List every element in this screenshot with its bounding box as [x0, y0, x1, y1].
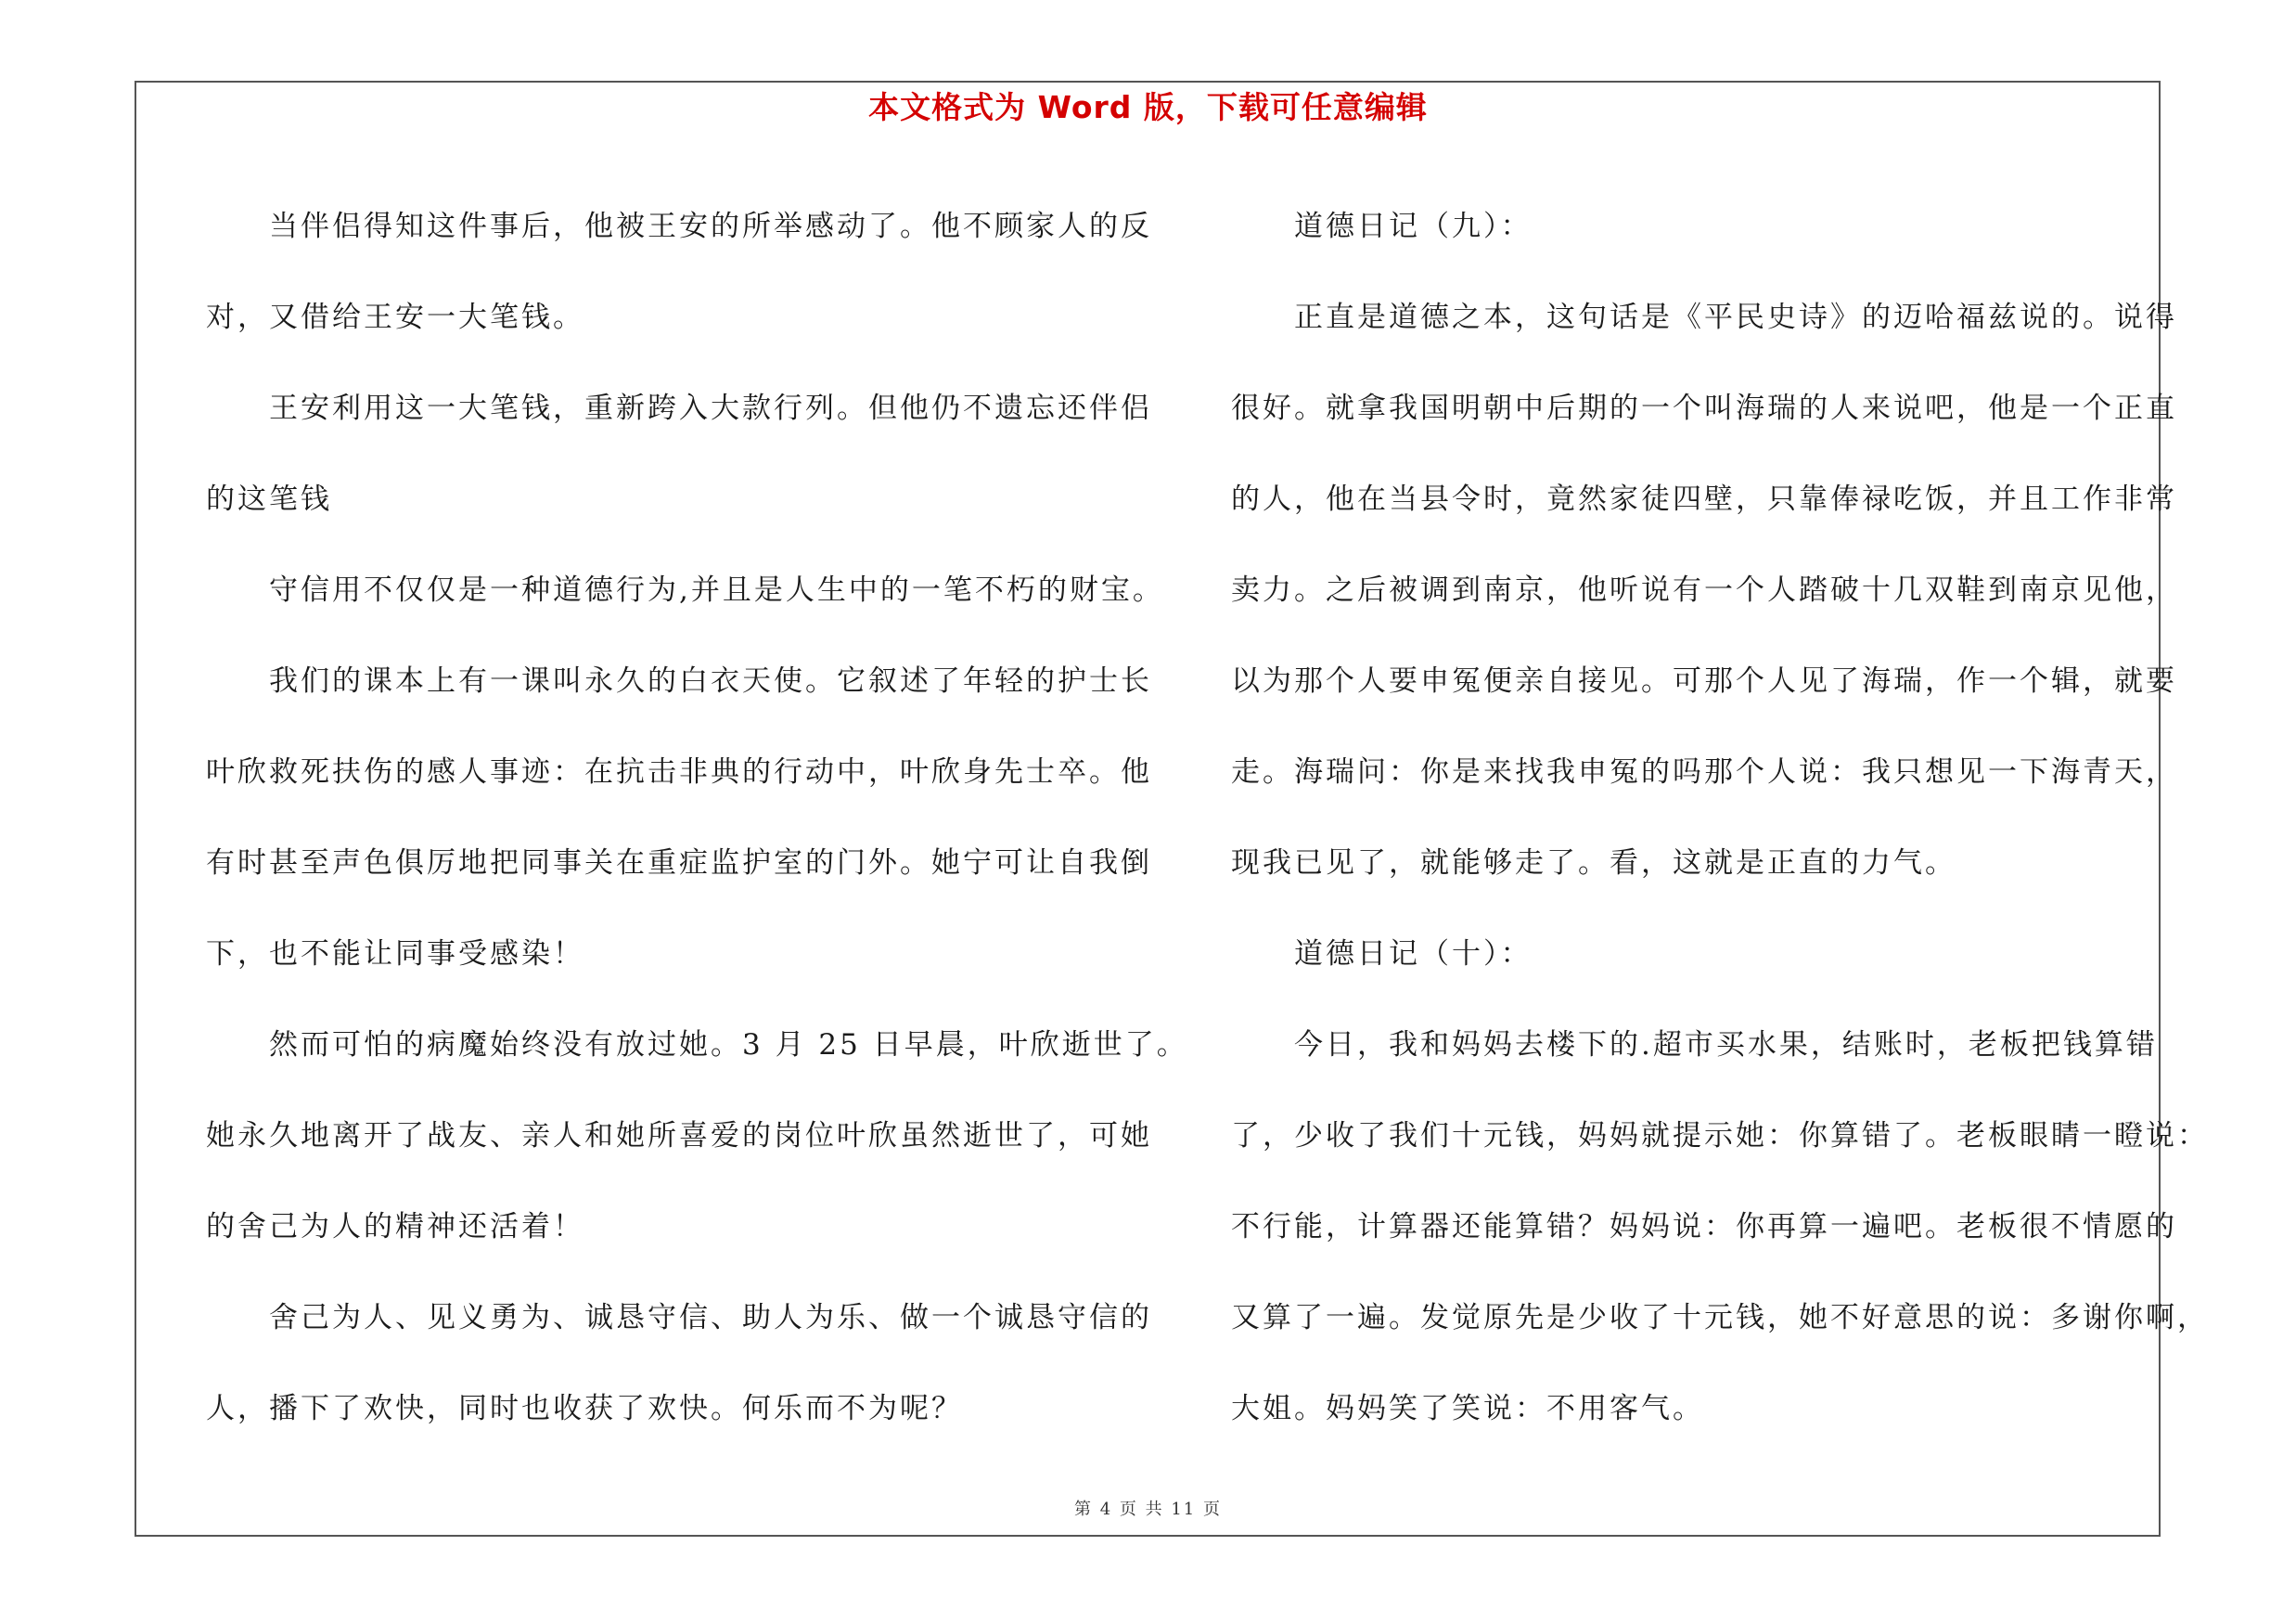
- text-line: 走。海瑞问：你是来找我申冤的吗那个人说：我只想见一下海青天，: [1231, 755, 2177, 789]
- text-line: 卖力。之后被调到南京，他听说有一个人踏破十几双鞋到南京见他，: [1231, 573, 2177, 607]
- diary-heading-9: 道德日记（九）：: [1231, 210, 1533, 243]
- text-line: 有时甚至声色俱厉地把同事关在重症监护室的门外。她宁可让自我倒: [206, 846, 1152, 880]
- text-line: 现我已见了，就能够走了。看，这就是正直的力气。: [1231, 846, 1956, 880]
- text-line: 舍己为人、见义勇为、诚恳守信、助人为乐、做一个诚恳守信的: [206, 1301, 1152, 1334]
- diary-heading-10: 道德日记（十）：: [1231, 937, 1533, 971]
- text-line: 不行能，计算器还能算错？妈妈说：你再算一遍吧。老板很不情愿的: [1231, 1210, 2177, 1243]
- text-line: 以为那个人要申冤便亲自接见。可那个人见了海瑞，作一个辑，就要: [1231, 664, 2177, 698]
- text-line: 然而可怕的病魔始终没有放过她。3 月 25 日早晨，叶欣逝世了。: [206, 1028, 1188, 1062]
- text-line: 的人，他在当县令时，竟然家徒四壁，只靠俸禄吃饭，并且工作非常: [1231, 483, 2177, 516]
- text-line: 正直是道德之本，这句话是《平民史诗》的迈哈福兹说的。说得: [1231, 301, 2177, 334]
- text-line: 叶欣救死扶伤的感人事迹：在抗击非典的行动中，叶欣身先士卒。他: [206, 755, 1152, 789]
- format-banner: 本文格式为 Word 版，下载可任意编辑: [868, 89, 1428, 125]
- text-line: 我们的课本上有一课叫永久的白衣天使。它叙述了年轻的护士长: [206, 664, 1152, 698]
- left-column: [206, 181, 1188, 1454]
- text-line: 当伴侣得知这件事后，他被王安的所举感动了。他不顾家人的反: [206, 210, 1152, 243]
- right-column: [1231, 181, 2209, 1454]
- text-line: 的这笔钱: [206, 483, 332, 516]
- page-number: 第 4 页 共 11 页: [1074, 1500, 1222, 1519]
- text-line: 守信用不仅仅是一种道德行为,并且是人生中的一笔不朽的财宝。: [206, 573, 1164, 607]
- text-line: 又算了一遍。发觉原先是少收了十元钱，她不好意思的说：多谢你啊，: [1231, 1301, 2209, 1334]
- text-line: 她永久地离开了战友、亲人和她所喜爱的岗位叶欣虽然逝世了，可她: [206, 1119, 1152, 1153]
- text-line: 人，播下了欢快，同时也收获了欢快。何乐而不为呢？: [206, 1392, 963, 1425]
- text-line: 很好。就拿我国明朝中后期的一个叫海瑞的人来说吧，他是一个正直: [1231, 392, 2177, 425]
- text-line: 了，少收了我们十元钱，妈妈就提示她：你算错了。老板眼睛一瞪说：: [1231, 1119, 2209, 1153]
- text-line: 今日，我和妈妈去楼下的.超市买水果，结账时，老板把钱算错: [1231, 1028, 2158, 1062]
- text-line: 对，又借给王安一大笔钱。: [206, 301, 584, 334]
- text-line: 的舍己为人的精神还活着！: [206, 1210, 584, 1243]
- text-line: 下，也不能让同事受感染！: [206, 937, 584, 971]
- text-line: 大姐。妈妈笑了笑说：不用客气。: [1231, 1392, 1704, 1425]
- text-line: 王安利用这一大笔钱，重新跨入大款行列。但他仍不遗忘还伴侣: [206, 392, 1152, 425]
